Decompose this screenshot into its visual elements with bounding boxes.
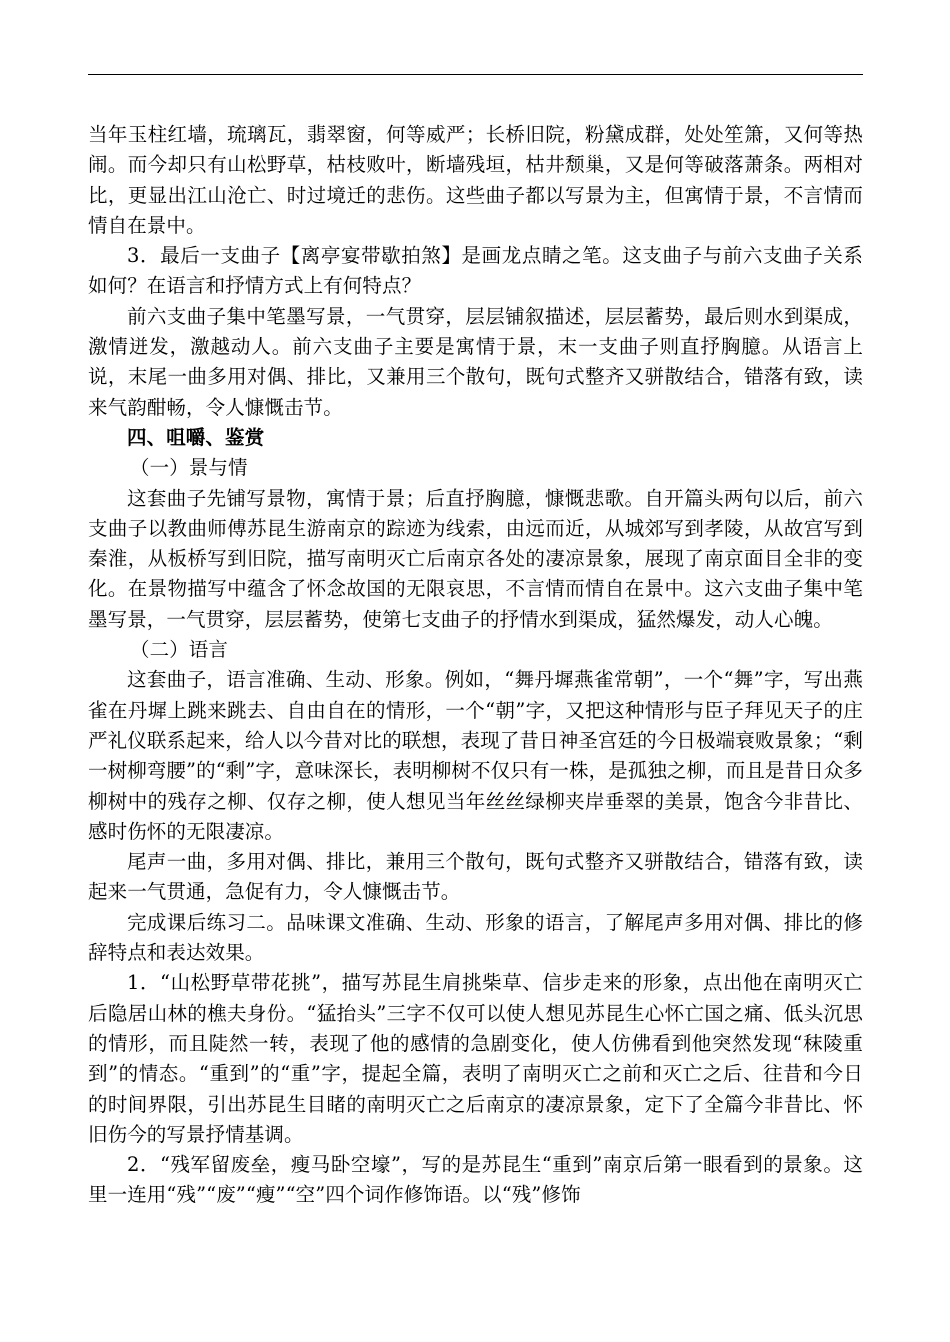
exercise-item-2: 2．“残军留废垒，瘦马卧空壕”，写的是苏昆生“重到”南京后第一眼看到的景象。这里一连用“残”“废”“瘦”“空”四个词作修饰语。以“残”修饰 xyxy=(88,1153,863,1207)
answer-3: 前六支曲子集中笔墨写景，一气贯穿，层层铺叙描述，层层蓄势，最后则水到渠成，激情迸发，激越动人。前六支曲子主要是寓情于景，末一支曲子则直抒胸臆。从语言上说，末尾一曲多用对偶、排比，又兼用三个散句，既句式整齐又骈散结合，错落有致，读来气韵酣畅，令人慷慨击节。 xyxy=(88,304,863,419)
subheading-scene-emotion: （一）景与情 xyxy=(130,456,248,480)
subheading-language: （二）语言 xyxy=(130,638,229,662)
paragraph-scene-emotion: 这套曲子先铺写景物，寓情于景；后直抒胸臆，慷慨悲歌。自开篇头两句以后，前六支曲子以教曲师傅苏昆生游南京的踪迹为线索，由远而近，从城郊写到孝陵，从故宫写到秦淮，从板桥写到旧院，描写南明灭亡后南京各处的凄凉景象，展现了南京面目全非的变化。在景物描写中蕴含了怀念故国的无限哀思，不言情而情自在景中。这六支曲子集中笔墨写景，一气贯穿，层层蓄势，使第七支曲子的抒情水到渠成，猛然爆发，动人心魄。 xyxy=(88,486,863,631)
header-rule xyxy=(88,74,863,75)
paragraph-exercise: 完成课后练习二。品味课文准确、生动、形象的语言，了解尾声多用对偶、排比的修辞特点和表达效果。 xyxy=(88,910,863,965)
paragraph-continued: 当年玉柱红墙，琉璃瓦，翡翠窗，何等威严；长桥旧院，粉黛成群，处处笙箫，又何等热闹。而今却只有山松野草，枯枝败叶，断墙残垣，枯井颓巢，又是何等破落萧条。两相对比，更显出江山沧亡、时过境迁的悲伤。这些曲子都以写景为主，但寓情于景，不言情而情自在景中。 xyxy=(88,123,863,237)
document-body xyxy=(88,120,863,1211)
paragraph-coda: 尾声一曲，多用对偶、排比，兼用三个散句，既句式整齐又骈散结合，错落有致，读起来一气贯通，急促有力，令人慷慨击节。 xyxy=(88,850,863,904)
section-heading-4: 四、咀嚼、鉴赏 xyxy=(127,425,265,449)
question-3: 3．最后一支曲子【离亭宴带歇拍煞】是画龙点睛之笔。这支曲子与前六支曲子关系如何？在语言和抒情方式上有何特点？ xyxy=(88,244,863,298)
paragraph-language: 这套曲子，语言准确、生动、形象。例如，“舞丹墀燕雀常朝”，一个“舞”字，写出燕雀在丹墀上跳来跳去、自由自在的情形，一个“朝”字，又把这种情形与臣子拜见天子的庄严礼仪联系起来，给人以今昔对比的联想，表现了昔日神圣宫廷的今日极端衰败景象；“剩一树柳弯腰”的“剩”字，意味深长，表明柳树不仅只有一株，是孤独之柳，而且是昔日众多柳树中的残存之柳、仅存之柳，使人想见当年丝丝绿柳夹岸垂翠的美景，饱含今非昔比、感时伤怀的无限凄凉。 xyxy=(88,668,864,843)
exercise-item-1: 1．“山松野草带花挑”，描写苏昆生肩挑柴草、信步走来的形象，点出他在南明灭亡后隐居山林的樵夫身份。“猛抬头”三字不仅可以使人想见苏昆生心怀亡国之痛、低头沉思的情形，而且陡然一转，表现了他的感情的急剧变化，使人仿佛看到他突然发现“秣陵重到”的情态。“重到”的“重”字，提起全篇，表明了南明灭亡之前和灭亡之后、往昔和今日的时间界限，引出苏昆生目睹的南明灭亡之后南京的凄凉景象，定下了全篇今非昔比、怀旧伤今的写景抒情基调。 xyxy=(88,971,863,1146)
